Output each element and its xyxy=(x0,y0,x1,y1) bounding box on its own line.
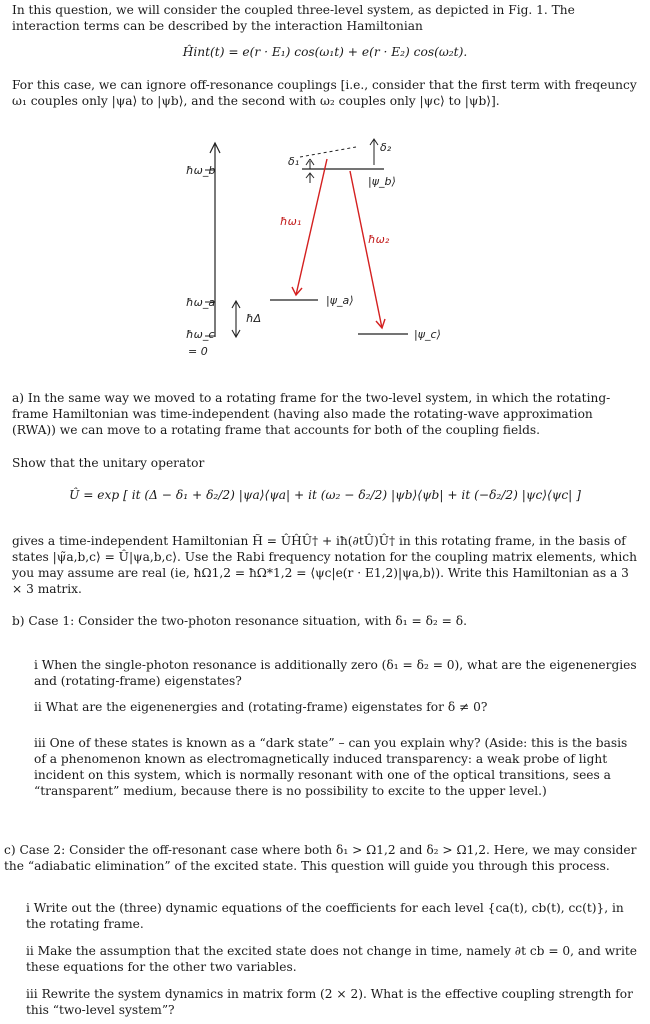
part-a-after: gives a time-independent Hamiltonian H̃ = ÛĤÛ† + iħ(∂tÛ)Û† in this rotating frame, in the basis of states |ψ̃a,b,c⟩ = Û|ψa,b,c⟩. Use the Rabi frequency notation for the coupling matrix elements, which you may assume are real (ie, ħΩ1,2 = ħΩ*1,2 = ⟨ψc|e(r · E1,2)|ψa,b⟩). Write this Hamiltonian as a 3 × 3 matrix. xyxy=(12,534,637,596)
interaction-hamiltonian-equation: Ĥint(t) = e(r · E₁) cos(ω₁t) + e(r · E₂) cos(ω₂t). xyxy=(182,45,468,59)
part-b-ii: ii What are the eigenenergies and (rotating-frame) eigenstates for δ ≠ 0? xyxy=(34,700,488,714)
virtual-level-dashed xyxy=(300,147,356,157)
label-hwc: ħω_c xyxy=(186,328,215,341)
part-c-iii: iii Rewrite the system dynamics in matrix form (2 × 2). What is the effective coupling strength for this “two-level system”? xyxy=(26,987,633,1017)
part-c-ii: ii Make the assumption that the excited state does not change in time, namely ∂t cb = 0, and write these equations for the other two variables. xyxy=(26,944,637,974)
label-delta1: δ₁ xyxy=(288,155,300,168)
three-level-diagram xyxy=(0,125,650,375)
label-hDelta: ħΔ xyxy=(246,312,262,325)
transition-arrow-w2 xyxy=(350,171,382,328)
part-a-text: a) In the same way we moved to a rotating frame for the two-level system, in which the rotating-frame Hamiltonian was time-independent (having also made the rotating-wave approximation (RWA)) we can move to a rotating frame that accounts for both of the coupling fields. xyxy=(12,391,611,437)
label-delta2: δ₂ xyxy=(380,141,392,154)
off-resonance-note: For this case, we can ignore off-resonance couplings [i.e., consider that the first term with freqeuncy ω₁ couples only |ψa⟩ to |ψb⟩, and the second with ω₂ couples only |ψc⟩ to |ψb⟩]. xyxy=(12,78,637,108)
part-b-i: i When the single-photon resonance is additionally zero (δ₁ = δ₂ = 0), what are the eigenenergies and (rotating-frame) eigenstates? xyxy=(34,658,637,688)
ket-c: |ψ_c⟩ xyxy=(414,328,441,341)
ket-a: |ψ_a⟩ xyxy=(326,294,354,307)
label-hwb: ħω_b xyxy=(186,164,216,177)
label-hw2: ħω₂ xyxy=(368,233,390,246)
label-hwa: ħω_a xyxy=(186,296,216,309)
unitary-operator-equation: Û = exp [ it (Δ − δ₁ + δ₂/2) |ψa⟩⟨ψa| + it (ω₂ − δ₂/2) |ψb⟩⟨ψb| + it (−δ₂/2) |ψc⟩⟨ψc| ] xyxy=(69,488,581,502)
label-hw1: ħω₁ xyxy=(280,215,302,228)
part-a-show: Show that the unitary operator xyxy=(12,456,205,470)
label-zero: = 0 xyxy=(188,345,208,358)
part-c-i: i Write out the (three) dynamic equations of the coefficients for each level {ca(t), cb(t), cc(t)}, in the rotating frame. xyxy=(26,901,624,931)
part-c-text: c) Case 2: Consider the off-resonant case where both δ₁ > Ω1,2 and δ₂ > Ω1,2. Here, we may consider the “adiabatic elimination” of the excited state. This question will guide you through this process. xyxy=(4,843,637,873)
part-b-iii: iii One of these states is known as a “dark state” – can you explain why? (Aside: this is the basis of a phenomenon known as electromagnetically induced transparency: a weak probe of light incident on this system, which is normally resonant with one of the optical transitions, sees a “transparent” medium, because there is no possibility to excite to the upper level.) xyxy=(34,736,628,798)
part-b-text: b) Case 1: Consider the two-photon resonance situation, with δ₁ = δ₂ = δ. xyxy=(12,614,467,628)
intro-text: In this question, we will consider the coupled three-level system, as depicted in Fig. 1. The interaction terms can be described by the interaction Hamiltonian xyxy=(12,3,575,33)
ket-b: |ψ_b⟩ xyxy=(368,175,396,188)
